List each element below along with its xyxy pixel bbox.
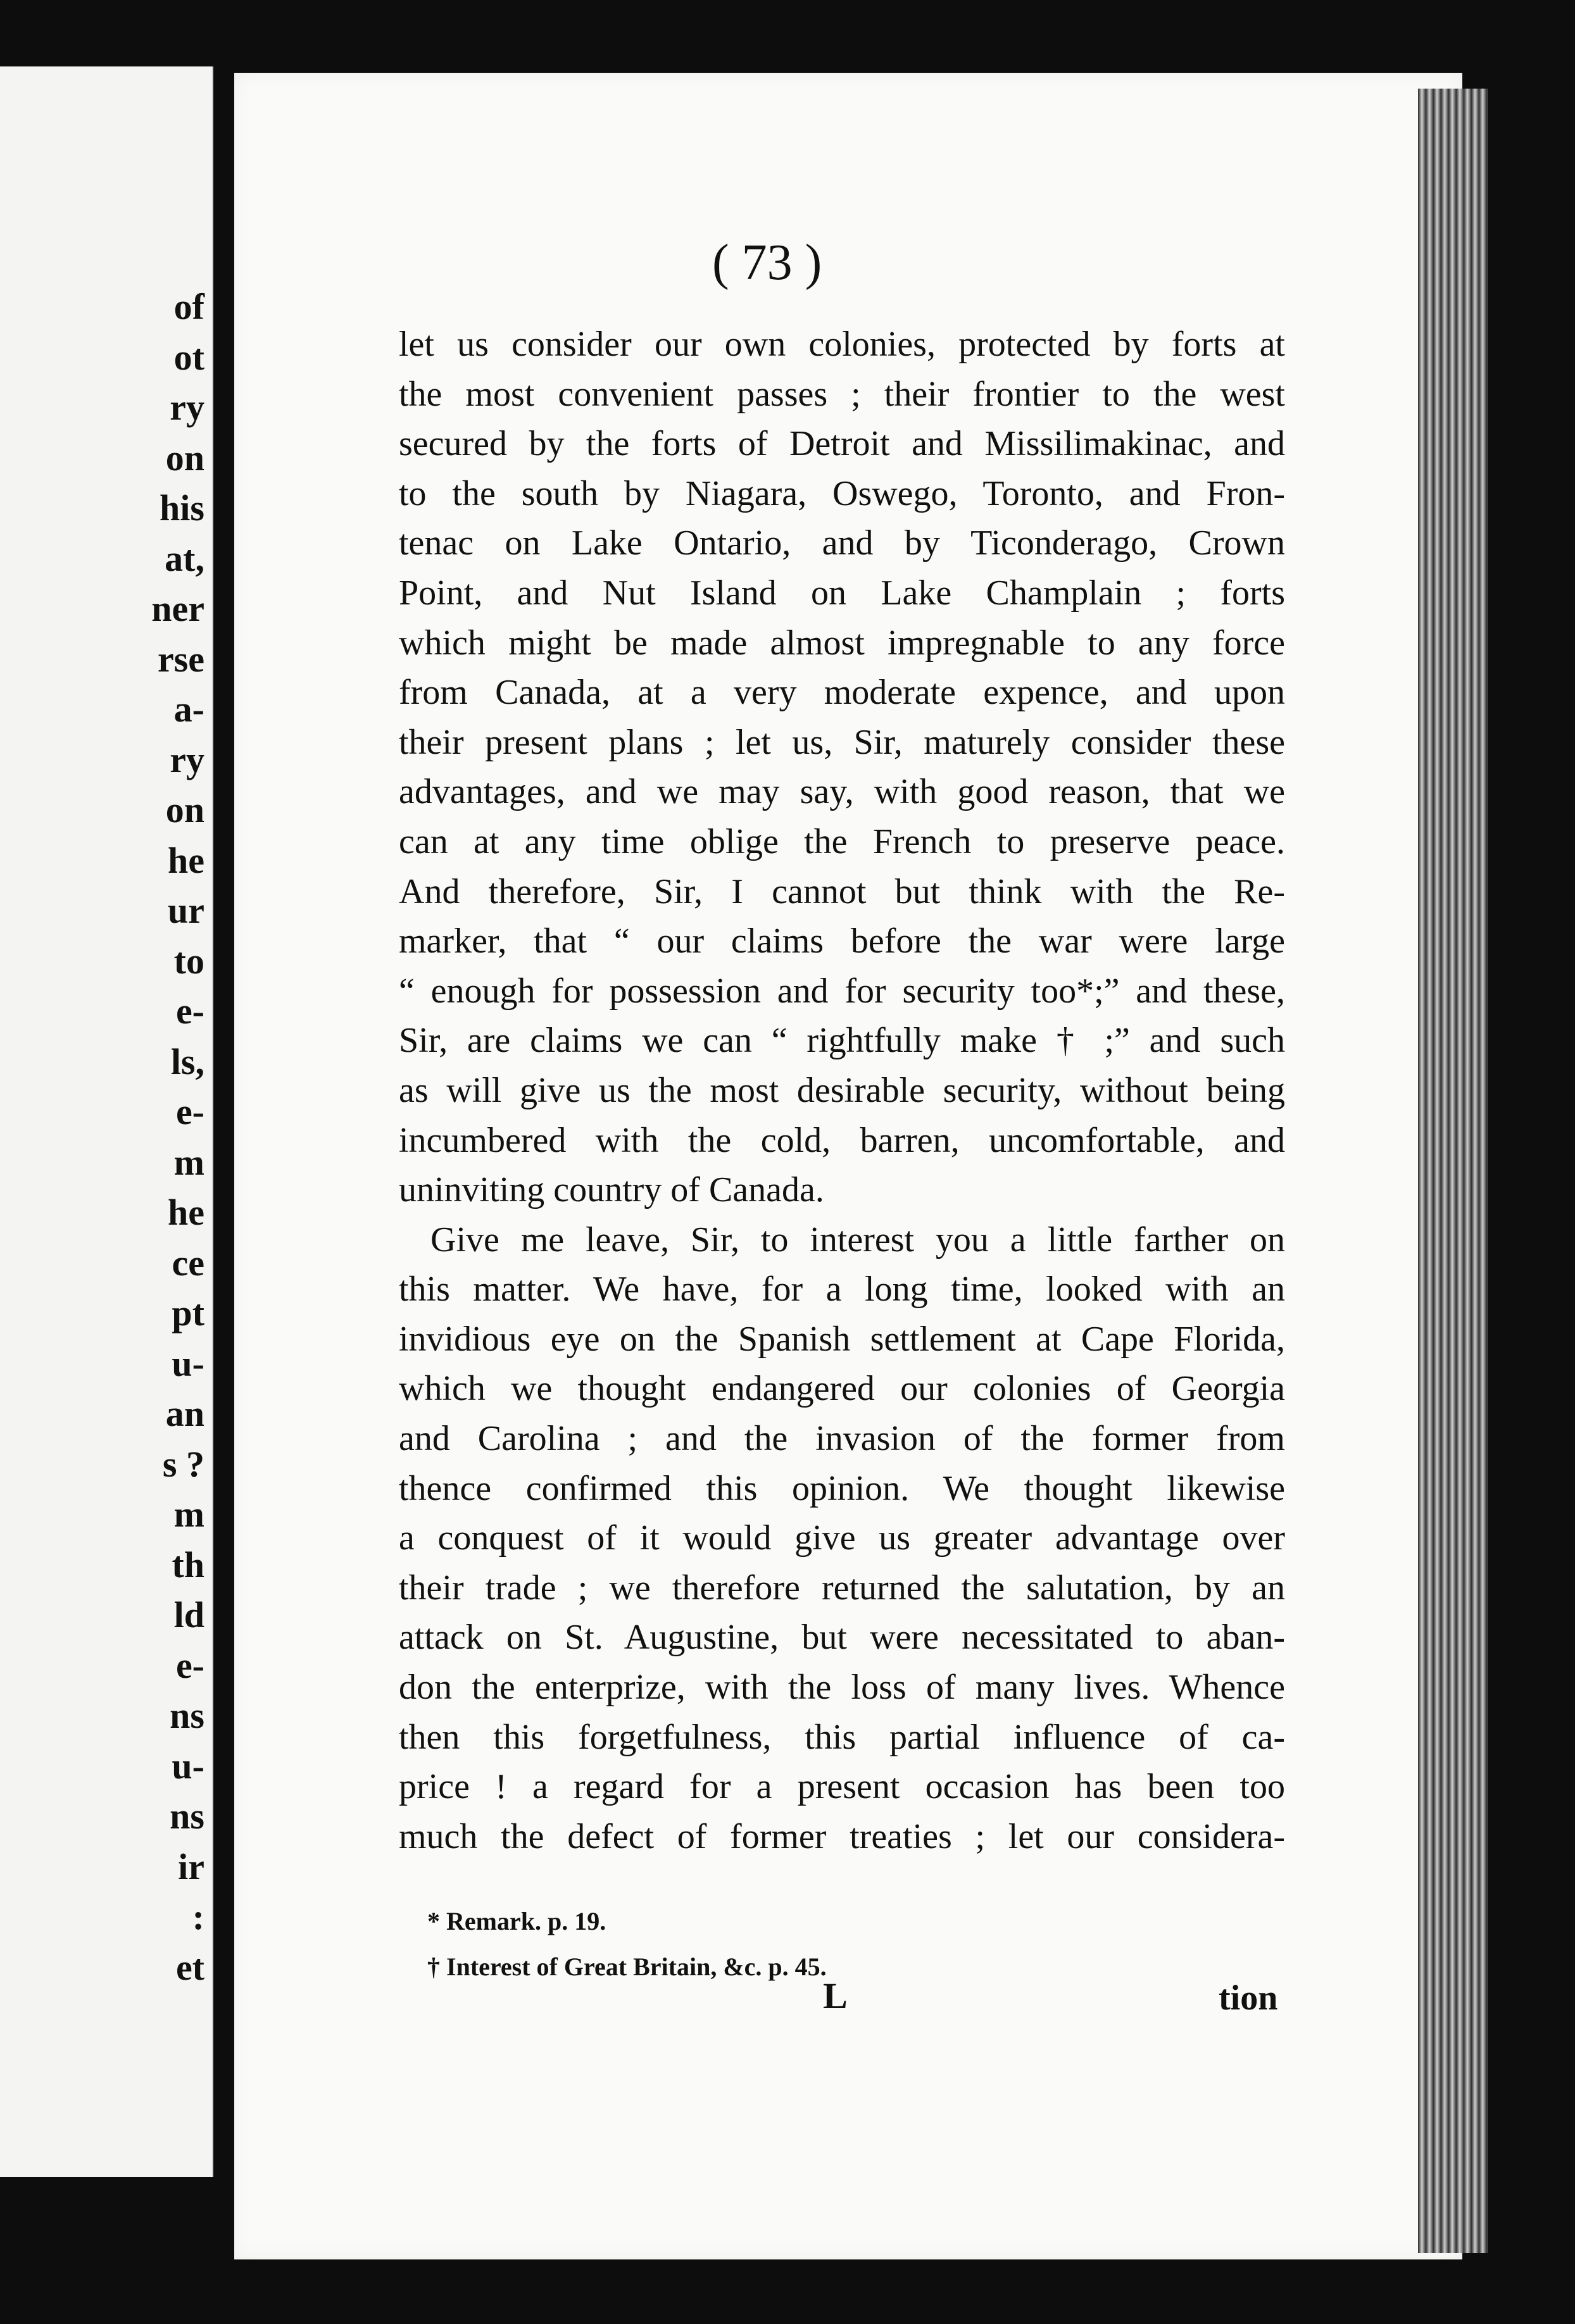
facing-page-line-fragment: ns [170,1695,204,1736]
text-line: uninviting country of Canada. [399,1170,824,1210]
text-line: the most convenient passes ; their frontier to the west [399,374,1285,414]
facing-page-line-fragment: ns [170,1796,204,1837]
text-line: thence confirmed this opinion. We thought likewise [399,1468,1285,1508]
facing-page-line-fragment: ry [170,739,204,780]
facing-page-line-fragment: ur [168,890,204,931]
facing-page-line-fragment: at, [165,537,204,579]
facing-page-text-fragments [0,282,212,1992]
facing-page-line-fragment: ce [172,1242,204,1284]
text-line: to the south by Niagara, Oswego, Toronto, and Fron- [399,473,1285,513]
text-line: a conquest of it would give us greater advantage over [399,1518,1285,1558]
signature-mark: L [823,1975,848,2016]
facing-page-line-fragment: rse [157,638,204,680]
text-line: incumbered with the cold, barren, uncomfortable, and [399,1120,1285,1160]
text-line: price ! a regard for a present occasion has been too [399,1767,1285,1807]
text-line: can at any time oblige the French to preserve peace. [399,822,1285,861]
facing-page-line-fragment: ls, [170,1040,204,1082]
body-text [399,320,1285,1861]
text-line: And therefore, Sir, I cannot but think with the Re- [399,872,1285,911]
text-line: and Carolina ; and the invasion of the former from [399,1419,1285,1459]
text-line: advantages, and we may say, with good reason, that we [399,772,1285,812]
facing-page-line-fragment: ot [173,336,204,378]
text-line: tenac on Lake Ontario, and by Ticonderago, Crown [399,523,1285,563]
facing-page-line-fragment: a- [173,689,204,730]
text-line: invidious eye on the Spanish settlement at Cape Florida, [399,1319,1285,1359]
page-edge-stack [1418,89,1488,2253]
text-line: Sir, are claims we can “ rightfully make † ;” and such [399,1021,1285,1061]
text-line: this matter. We have, for a long time, looked with an [399,1270,1285,1309]
facing-page-line-fragment: pt [172,1292,204,1334]
facing-page-line-fragment: on [165,437,204,478]
facing-page-line-fragment: an [165,1393,204,1434]
facing-page-line-fragment: s ? [162,1443,204,1485]
text-line: “ enough for possession and for security too*;” and these, [399,971,1285,1011]
facing-page-line-fragment: ld [173,1594,204,1635]
page-number: ( 73 ) [712,235,822,290]
text-line: then this forgetfulness, this partial influence of ca- [399,1717,1285,1757]
facing-page-line-fragment: th [172,1544,204,1585]
facing-page-line-fragment: et [175,1946,204,1988]
catchword: tion [1219,1978,1278,2018]
facing-page-line-fragment: e- [175,1644,204,1686]
text-line: don the enterprize, with the loss of many lives. Whence [399,1668,1285,1708]
footnotes [427,1899,827,1990]
facing-page-line-fragment: u- [172,1342,204,1384]
facing-page-line-fragment: on [165,789,204,830]
facing-page-line-fragment: to [173,940,204,982]
text-line: Give me leave, Sir, to interest you a little farther on [430,1220,1285,1259]
text-line: Point, and Nut Island on Lake Champlain ; forts [399,573,1285,613]
text-line: as will give us the most desirable security, without being [399,1070,1285,1110]
text-line: marker, that “ our claims before the war were large [399,921,1285,961]
text-line: which we thought endangered our colonies of Georgia [399,1369,1285,1409]
facing-page-line-fragment: he [168,1192,204,1233]
text-line: their present plans ; let us, Sir, maturely consider these [399,722,1285,762]
facing-page-line-fragment: ner [151,588,204,629]
facing-page-line-fragment: ir [178,1846,204,1887]
facing-page-line-fragment: of [173,286,204,327]
text-line: from Canada, at a very moderate expence, and upon [399,673,1285,713]
text-line: secured by the forts of Detroit and Missilimakinac, and [399,424,1285,464]
facing-page-line-fragment: e- [175,990,204,1032]
facing-page-line-fragment: : [192,1896,204,1937]
text-line: their trade ; we therefore returned the salutation, by an [399,1568,1285,1608]
facing-page-line-fragment: u- [172,1745,204,1787]
facing-page-line-fragment: his [160,487,204,528]
facing-page-line-fragment: m [173,1494,204,1535]
text-line: much the defect of former treaties ; let our considera- [399,1816,1285,1856]
facing-page-line-fragment: m [173,1141,204,1183]
text-line: which might be made almost impregnable to any force [399,623,1285,663]
facing-page-line-fragment: ry [170,387,204,428]
facing-page-line-fragment: he [168,839,204,881]
facing-page-line-fragment: e- [175,1091,204,1132]
footnote: * Remark. p. 19. [427,1907,606,1935]
text-line: attack on St. Augustine, but were necessitated to aban- [399,1618,1285,1658]
facing-page-left [0,66,213,2177]
footnote: † Interest of Great Britain, &c. p. 45. [427,1952,827,1981]
text-line: let us consider our own colonies, protected by forts at [399,325,1285,364]
